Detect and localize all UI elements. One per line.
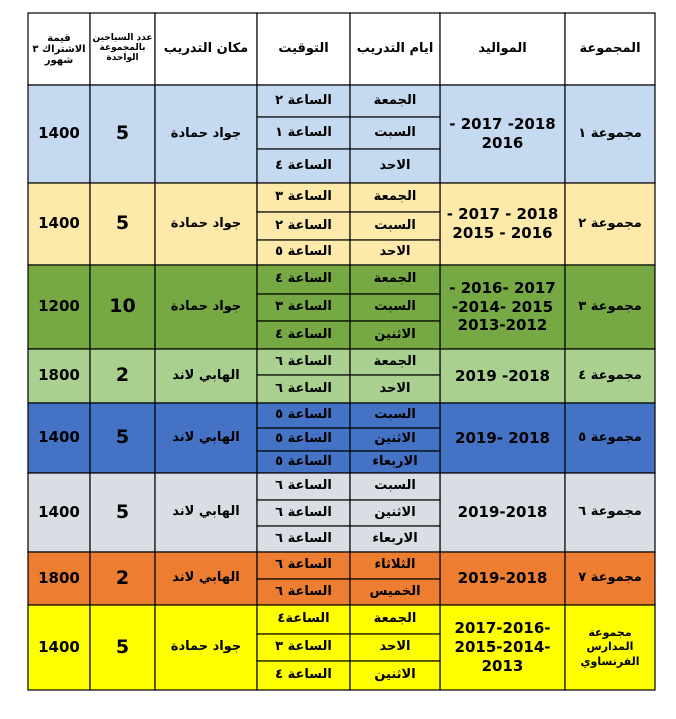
birth-years <box>440 605 565 690</box>
session-day: السبت <box>374 217 416 233</box>
session-day: الاربعاء <box>372 530 418 546</box>
birth-years-line: 2019-2018 <box>457 569 548 588</box>
swimmers-count: 2 <box>115 566 130 589</box>
session-day: الاثنين <box>374 431 416 447</box>
session-time: الساعة ٥ <box>275 431 332 447</box>
group-name: مجموعة ٧ <box>578 570 642 586</box>
birth-years <box>440 403 565 473</box>
session-day: الاحد <box>379 244 411 260</box>
session-time: الساعة ٦ <box>275 504 332 520</box>
training-place: جواد حمادة <box>170 298 242 314</box>
birth-years-line: 2015 - 2016 <box>452 224 553 242</box>
session-day: الجمعة <box>373 353 417 369</box>
session-day: الخميس <box>369 583 421 599</box>
session-day: الاحد <box>379 639 411 655</box>
session-time: الساعة ٣ <box>275 639 332 655</box>
training-place: جواد حمادة <box>170 215 242 231</box>
session-day: الجمعة <box>373 92 417 108</box>
swimmers-count: 5 <box>115 426 130 449</box>
birth-years <box>440 473 565 552</box>
birth-years-line: 2019- 2018 <box>455 428 550 447</box>
birth-years <box>440 265 565 349</box>
group-name: مجموعة المدارس الفرنساوي <box>580 626 640 668</box>
birth-years <box>440 349 565 403</box>
price-value: 1400 <box>38 637 80 656</box>
group-name: مجموعة ١ <box>578 125 642 141</box>
session-time: الساعة ٤ <box>275 667 332 683</box>
training-place: الهابي لاند <box>172 429 240 445</box>
birth-years <box>440 552 565 605</box>
header-births: المواليد <box>478 40 527 56</box>
session-time: الساعة ٤ <box>275 271 332 287</box>
session-time: الساعة ٦ <box>275 478 332 494</box>
session-time: الساعة٤ <box>277 611 330 627</box>
training-place: جواد حمادة <box>170 125 242 141</box>
swimmers-count: 5 <box>115 212 130 235</box>
group-name: مجموعة ٣ <box>578 298 642 314</box>
swimmers-count: 2 <box>115 364 130 387</box>
session-day: السبت <box>374 124 416 140</box>
group-name: مجموعة ٥ <box>578 429 642 445</box>
price-value: 1200 <box>38 297 80 316</box>
header-time: التوقيت <box>278 40 329 56</box>
group-name: مجموعة ٦ <box>578 504 642 520</box>
header-place: مكان التدريب <box>163 40 249 56</box>
swimmers-count: 5 <box>115 635 130 658</box>
birth-years-line: 2013 <box>481 656 524 675</box>
birth-years-line: 2013-2012 <box>457 316 548 335</box>
price-value: 1800 <box>38 568 80 587</box>
birth-years-line: 2019 -2018 <box>455 366 550 385</box>
session-day: الاثنين <box>374 326 416 342</box>
session-time: الساعة ٦ <box>275 530 332 546</box>
price-value: 1400 <box>38 502 80 521</box>
birth-years-line: -2014- 2015 <box>451 297 554 316</box>
session-time: الساعة ٣ <box>275 299 332 315</box>
session-time: الساعة ٤ <box>275 157 332 173</box>
session-time: الساعة ٢ <box>275 217 332 233</box>
session-time: الساعة ٥ <box>275 407 332 423</box>
session-day: الجمعة <box>373 189 417 205</box>
session-time: الساعة ٢ <box>275 92 332 108</box>
price-value: 1800 <box>38 366 80 385</box>
header-price: قيمة الاشتراك ٣ شهور <box>32 32 86 66</box>
session-day: السبت <box>374 299 416 315</box>
training-place: جواد حمادة <box>170 639 242 655</box>
price-value: 1400 <box>38 124 80 143</box>
header-days: ايام التدريب <box>356 40 434 56</box>
session-time: الساعة ٦ <box>275 557 332 573</box>
session-day: الجمعة <box>373 611 417 627</box>
session-time: الساعة ٣ <box>275 189 332 205</box>
session-day: الاحد <box>379 157 411 173</box>
session-day: الجمعة <box>373 271 417 287</box>
birth-years-line: 2019-2018 <box>457 503 548 522</box>
birth-years-line: 2016 <box>481 134 524 152</box>
swimmers-count: 5 <box>115 500 130 523</box>
session-day: الاربعاء <box>372 453 418 469</box>
session-day: السبت <box>374 478 416 494</box>
session-day: الاثنين <box>374 504 416 520</box>
session-day: الاحد <box>379 380 411 396</box>
header-swimmers: عدد السباحين بالمجموعة الواحدة <box>92 33 153 63</box>
swimmers-count: 5 <box>115 122 130 145</box>
birth-years-line: 2015-2014- <box>454 638 551 657</box>
header-group: المجموعة <box>579 40 641 56</box>
session-time: الساعة ٦ <box>275 353 332 369</box>
group-name: مجموعة ٤ <box>578 367 642 383</box>
training-place: الهابي لاند <box>172 570 240 586</box>
birth-years <box>440 183 565 265</box>
session-day: السبت <box>374 407 416 423</box>
training-place: الهابي لاند <box>172 504 240 520</box>
group-name: مجموعة ٢ <box>578 215 642 231</box>
session-time: الساعة ٦ <box>275 380 332 396</box>
session-time: الساعة ٥ <box>275 453 332 469</box>
session-time: الساعة ١ <box>275 124 332 140</box>
price-value: 1400 <box>38 428 80 447</box>
birth-years <box>440 85 565 183</box>
training-place: الهابي لاند <box>172 367 240 383</box>
session-time: الساعة ٥ <box>275 244 332 260</box>
price-value: 1400 <box>38 214 80 233</box>
session-time: الساعة ٤ <box>275 326 332 342</box>
birth-years-line: - 2017 -2018 <box>449 115 556 134</box>
session-day: الاثنين <box>374 667 416 683</box>
session-day: الثلاثاء <box>374 557 416 573</box>
session-time: الساعة ٦ <box>275 583 332 599</box>
birth-years-line: - 2017 - 2018 <box>446 205 559 224</box>
birth-years-line: 2017-2016- <box>454 619 551 638</box>
swimmers-count: 10 <box>109 295 136 318</box>
birth-years-line: - 2016- 2017 <box>449 278 556 297</box>
